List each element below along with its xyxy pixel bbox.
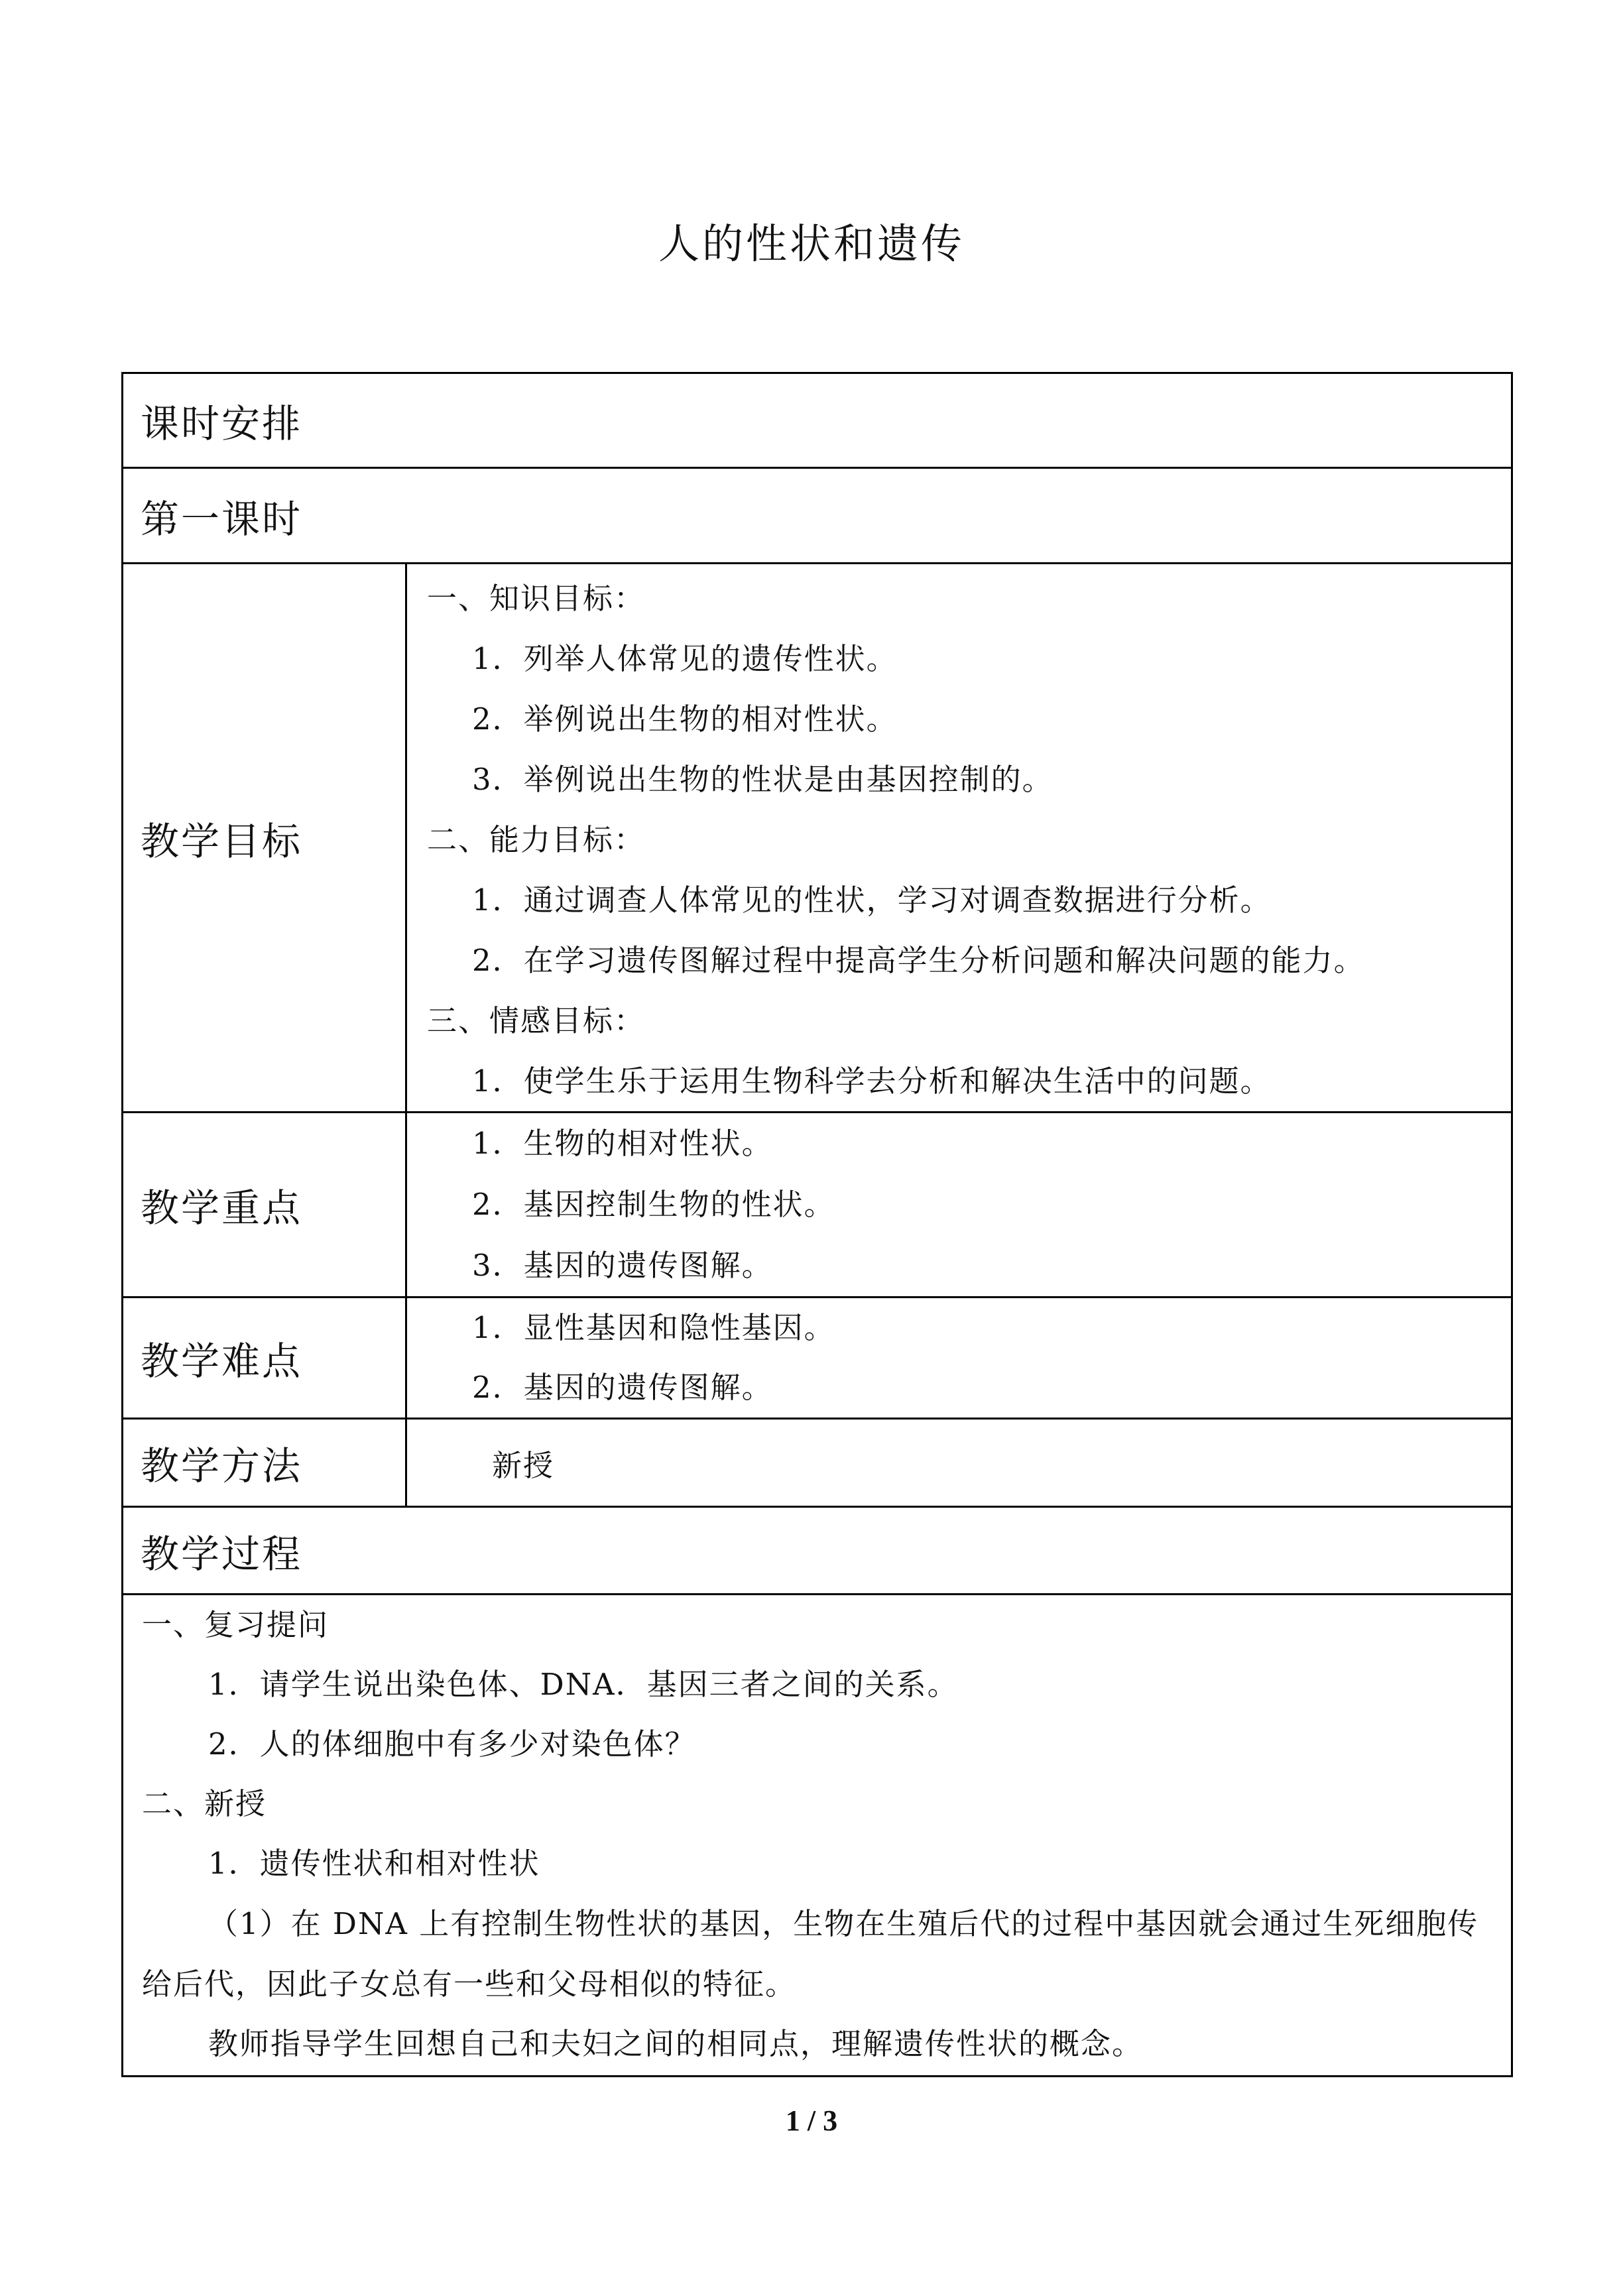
- key-point-item: 3．基因的遗传图解。: [472, 1248, 773, 1283]
- process-row: [123, 1507, 1512, 1595]
- emotion-heading: 三、情感目标：: [427, 1003, 646, 1038]
- process-body: [123, 1595, 1512, 2077]
- schedule-label: 课时安排: [123, 373, 1512, 468]
- schedule-row: [123, 373, 1512, 468]
- knowledge-item: 2．举例说出生物的相对性状。: [472, 701, 898, 737]
- new-teaching-subheading: 1．遗传性状和相对性状: [208, 1846, 540, 1881]
- difficulties-label: 教学难点: [123, 1298, 406, 1419]
- ability-item: 2．在学习遗传图解过程中提高学生分析问题和解决问题的能力。: [472, 943, 1365, 978]
- emotion-item: 1．使学生乐于运用生物科学去分析和解决生活中的问题。: [472, 1063, 1272, 1099]
- period-label: 第一课时: [123, 468, 1512, 564]
- key-point-item: 1．生物的相对性状。: [472, 1126, 773, 1161]
- process-paragraph: 教师指导学生回想自己和夫妇之间的相同点，理解遗传性状的概念。: [208, 2026, 1144, 2061]
- lesson-plan-table: [121, 372, 1513, 2077]
- knowledge-item: 1．列举人体常见的遗传性状。: [472, 641, 898, 676]
- method-label: 教学方法: [123, 1419, 406, 1507]
- process-paragraph: （1）在 DNA 上有控制生物性状的基因，生物在生殖后代的过程中基因就会通过生死细胞传给后代，因此子女总有一些和父母相似的特征。: [142, 1906, 1479, 2002]
- page-number: 1 / 3: [785, 2104, 838, 2137]
- key-points-row: [123, 1113, 1512, 1298]
- ability-heading: 二、能力目标：: [427, 822, 646, 857]
- ability-item: 1．通过调查人体常见的性状，学习对调查数据进行分析。: [472, 882, 1272, 918]
- key-points-label: 教学重点: [123, 1113, 406, 1298]
- goals-row: [123, 564, 1512, 1113]
- difficulties-content: [406, 1298, 1512, 1419]
- review-heading: 一、复习提问: [142, 1607, 330, 1642]
- new-teaching-heading: 二、新授: [142, 1786, 267, 1821]
- method-value: 新授: [406, 1419, 1512, 1507]
- goals-label: 教学目标: [123, 564, 406, 1113]
- document-title: 人的性状和遗传: [658, 219, 965, 268]
- review-item: 2．人的体细胞中有多少对染色体？: [208, 1726, 696, 1762]
- period-row: [123, 468, 1512, 564]
- goals-content: [406, 564, 1512, 1113]
- difficulty-item: 2．基因的遗传图解。: [472, 1370, 773, 1405]
- key-points-content: [406, 1113, 1512, 1298]
- review-item: 1．请学生说出染色体、DNA．基因三者之间的关系。: [208, 1667, 959, 1702]
- difficulties-row: [123, 1298, 1512, 1419]
- knowledge-item: 3．举例说出生物的性状是由基因控制的。: [472, 762, 1053, 797]
- key-point-item: 2．基因控制生物的性状。: [472, 1187, 835, 1222]
- knowledge-heading: 一、知识目标：: [427, 581, 646, 616]
- process-body-row: [123, 1595, 1512, 2077]
- difficulty-item: 1．显性基因和隐性基因。: [472, 1310, 835, 1345]
- method-row: [123, 1419, 1512, 1507]
- process-label: 教学过程: [123, 1507, 1512, 1595]
